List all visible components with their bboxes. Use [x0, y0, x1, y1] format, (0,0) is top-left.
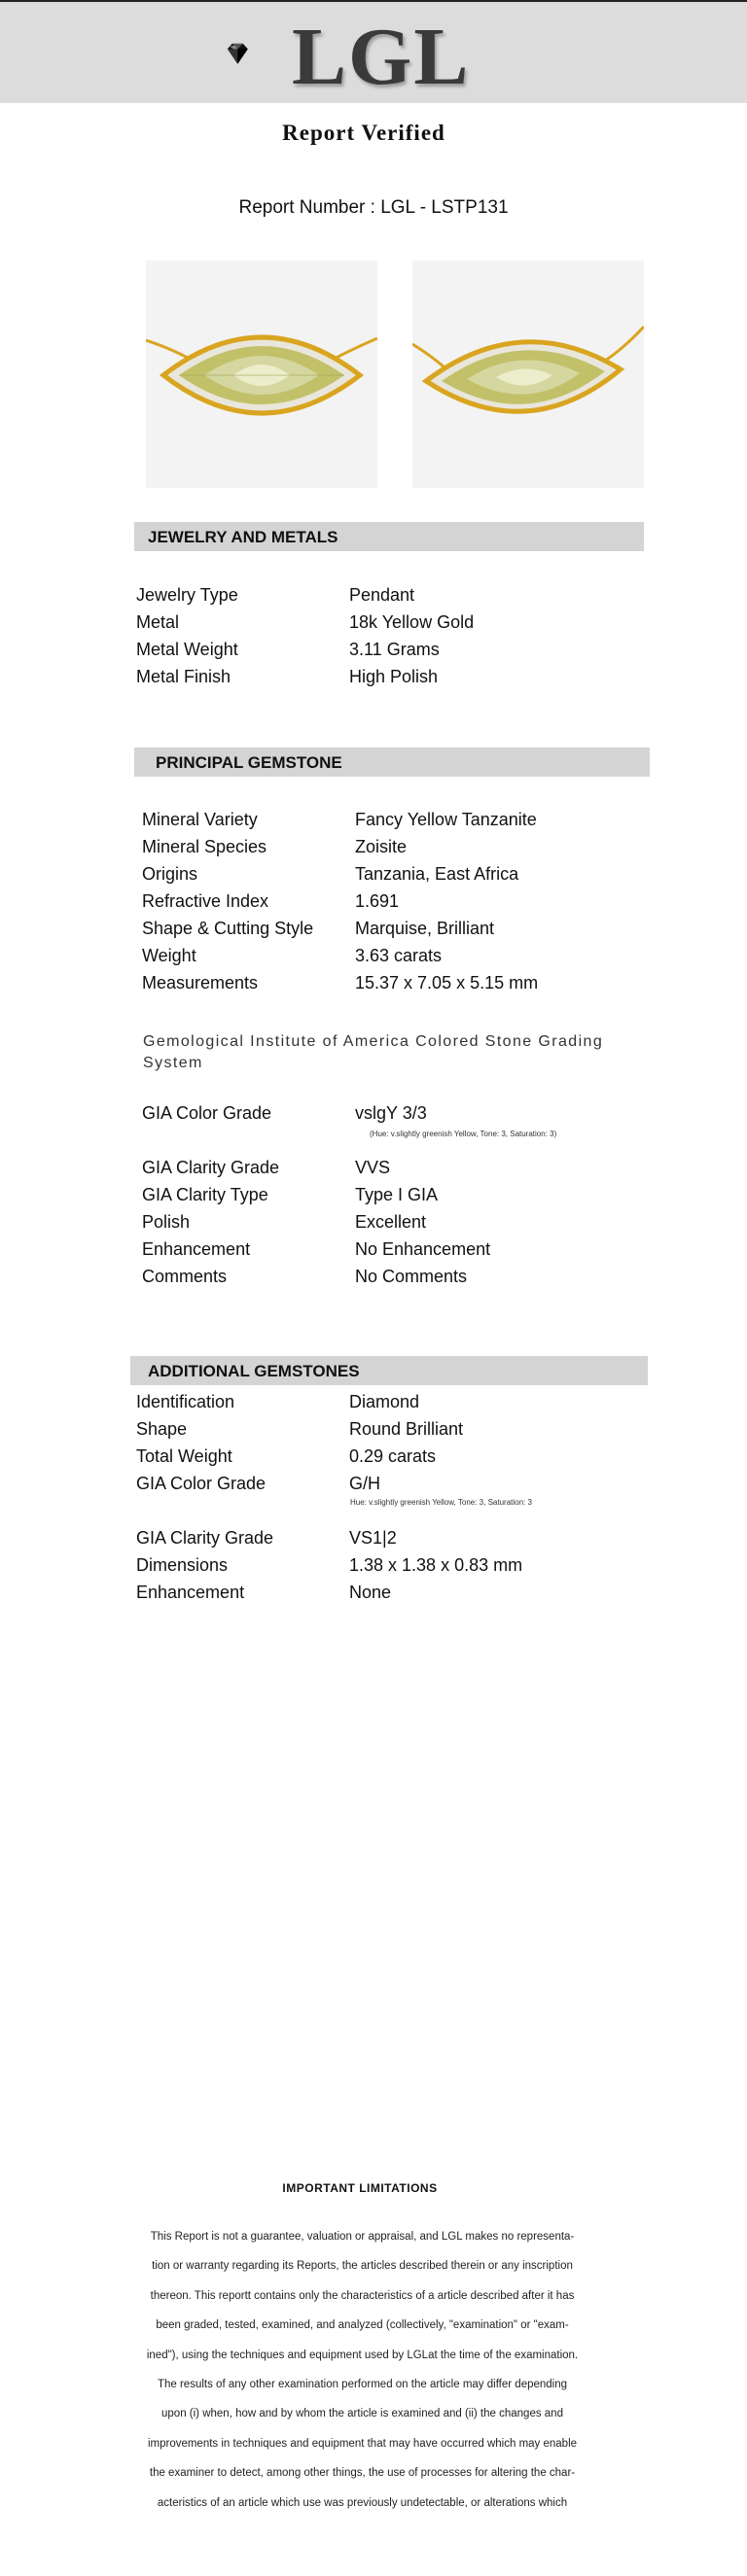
- row-label: Metal: [136, 612, 180, 632]
- row-value: Excellent: [355, 1212, 427, 1232]
- row-value: No Comments: [355, 1267, 468, 1286]
- pendant-photo-front: [146, 261, 377, 488]
- row-label: Weight: [142, 946, 196, 965]
- limitations-line: improvements in techniques and equipment that may have occurred which may enable: [147, 2437, 578, 2450]
- section-additional-heading: ADDITIONAL GEMSTONES: [130, 1356, 648, 1385]
- limitations-line: been graded, tested, examined, and analyzed (collectively, "examination" or "exam-: [156, 2319, 569, 2332]
- row-label: GIA Color Grade: [136, 1474, 267, 1493]
- limitations-heading: IMPORTANT LIMITATIONS: [282, 2181, 438, 2195]
- row-value: Tanzania, East Africa: [355, 864, 519, 884]
- row-value: 3.63 carats: [355, 946, 443, 965]
- row-label: Dimensions: [136, 1555, 229, 1575]
- row-value: 0.29 carats: [349, 1446, 437, 1466]
- row-label: Enhancement: [142, 1239, 251, 1259]
- page-title: Report Verified: [282, 121, 445, 145]
- row-label: Mineral Species: [142, 837, 267, 856]
- row-value: None: [349, 1583, 392, 1602]
- row-value: 3.11 Grams: [349, 640, 440, 659]
- row-label: Polish: [142, 1212, 191, 1232]
- row-value: 18k Yellow Gold: [349, 612, 475, 632]
- section-jewelry-heading: JEWELRY AND METALS: [134, 522, 644, 551]
- row-value: 15.37 x 7.05 x 5.15 mm: [355, 973, 539, 992]
- row-value: VVS: [355, 1158, 391, 1177]
- gia-color-grade-value: vslgY 3/3: [355, 1103, 427, 1123]
- limitations-line: the examiner to detect, among other things, the use of processes for altering the char-: [149, 2467, 576, 2480]
- row-value: G/H: [349, 1474, 381, 1493]
- limitations-line: acteristics of an article which use was previously undetectable, or alterations which: [157, 2496, 568, 2509]
- row-label: Identification: [136, 1392, 235, 1411]
- limitations-line: This Report is not a guarantee, valuation or appraisal, and LGL makes no representa-: [150, 2231, 575, 2243]
- row-label: GIA Clarity Type: [142, 1185, 268, 1204]
- row-label: Shape & Cutting Style: [142, 919, 314, 938]
- row-value: Round Brilliant: [349, 1419, 464, 1439]
- row-value: High Polish: [349, 667, 439, 686]
- row-label: Jewelry Type: [136, 585, 238, 605]
- gia-grading-heading: Gemological Institute of America Colored Stone Grading System: [143, 1033, 604, 1071]
- gia-color-grade-label: GIA Color Grade: [142, 1103, 272, 1123]
- row-label: Mineral Variety: [142, 810, 258, 829]
- limitations-line: The results of any other examination performed on the article may differ depending: [157, 2379, 568, 2391]
- limitations-line: tion or warranty regarding its Reports, the articles described therein or any inscription: [152, 2260, 573, 2273]
- row-label: Enhancement: [136, 1583, 245, 1602]
- row-label: Comments: [142, 1267, 228, 1286]
- row-label: Shape: [136, 1419, 188, 1439]
- limitations-line: ined"), using the techniques and equipment used by LGLat the time of the examination.: [146, 2349, 579, 2361]
- section-principal-heading: PRINCIPAL GEMSTONE: [134, 748, 650, 777]
- row-value: Diamond: [349, 1392, 420, 1411]
- row-label: Total Weight: [136, 1446, 232, 1466]
- row-label: GIA Clarity Grade: [136, 1528, 274, 1548]
- additional-color-note: Hue: v.slightly greenish Yellow, Tone: 3, Saturation: 3: [350, 1498, 532, 1507]
- limitations-body: [97, 2222, 627, 2518]
- row-value: Type I GIA: [355, 1185, 439, 1204]
- row-label: Metal Finish: [136, 667, 231, 686]
- row-value: Marquise, Brilliant: [355, 919, 495, 938]
- gia-color-grade-note: (Hue: v.slightly greenish Yellow, Tone: 3, Saturation: 3): [370, 1130, 557, 1138]
- row-value: Fancy Yellow Tanzanite: [355, 810, 537, 829]
- row-value: No Enhancement: [355, 1239, 491, 1259]
- brand-logo-text: LGL: [292, 12, 471, 102]
- pendant-photo-angled: [412, 261, 644, 488]
- row-label: Measurements: [142, 973, 259, 992]
- row-value: Pendant: [349, 585, 415, 605]
- limitations-line: upon (i) when, how and by whom the article is examined and (ii) the changes and: [161, 2408, 563, 2420]
- row-label: Metal Weight: [136, 640, 238, 659]
- row-label: Refractive Index: [142, 891, 269, 911]
- row-value: Zoisite: [355, 837, 408, 856]
- row-value: VS1|2: [349, 1528, 397, 1548]
- row-label: Origins: [142, 864, 198, 884]
- report-number: Report Number : LGL - LSTP131: [238, 197, 509, 218]
- row-value: 1.691: [355, 891, 400, 911]
- row-value: 1.38 x 1.38 x 0.83 mm: [349, 1555, 523, 1575]
- row-label: GIA Clarity Grade: [142, 1158, 280, 1177]
- limitations-line: thereon. This reportt contains only the characteristics of a article described after it has: [150, 2289, 575, 2302]
- site-header: [0, 0, 747, 103]
